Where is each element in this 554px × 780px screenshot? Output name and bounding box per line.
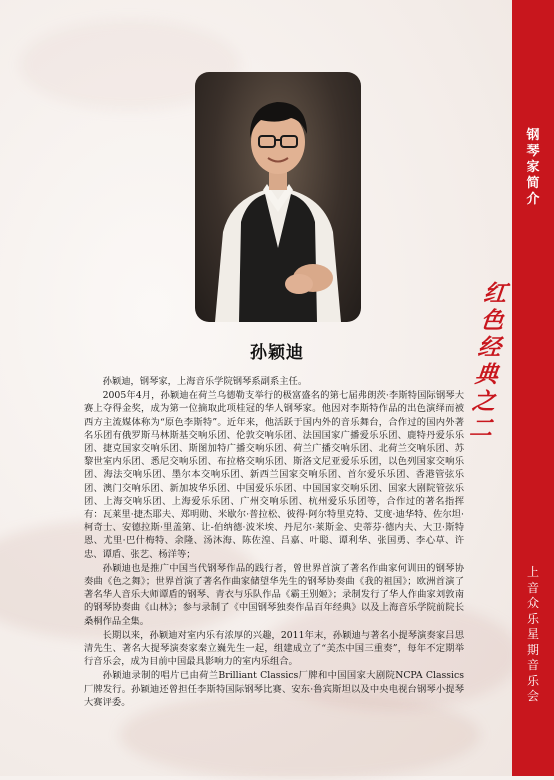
vertical-char: 简 [526, 176, 540, 191]
vertical-char: 介 [526, 192, 540, 207]
vertical-char: 典 [473, 361, 500, 388]
bio-paragraph: 孙颖迪也是推广中国当代钢琴作品的践行者，曾世界首演了著名作曲家何训田的钢琴协奏曲《色之舞》；世界首演了著名作曲家储望华先生的钢琴协奏曲《我的祖国》；欧洲首演了著名华人音乐大师谭盾的钢琴、青衣与乐队作品《霸王别姬》；录制发行了华人作曲家刘敦南的钢琴协奏曲《山林》；参与录制了《中国钢琴独奏作品百年经典》以及上海音乐学院前院长桑桐作品全集。 [84, 562, 464, 627]
vertical-char: 钢 [526, 128, 540, 143]
bio-paragraph: 孙颖迪录制的唱片已由荷兰Brilliant Classics厂牌和中国国家大剧院NCPA Classics厂牌发行。孙颖迪还曾担任李斯特国际钢琴比赛、安东·鲁宾斯坦以及中央电视台钢琴小提琴大赛评委。 [84, 670, 464, 708]
biography-text [84, 375, 464, 710]
vertical-char: 乐 [526, 611, 539, 626]
vertical-char: 乐 [526, 673, 539, 688]
vertical-char: 之 [470, 388, 497, 415]
vertical-char: 众 [526, 596, 539, 610]
vertical-char: 音 [526, 580, 539, 595]
vertical-char: 音 [526, 658, 539, 672]
vertical-char: 二 [467, 415, 494, 442]
red-sidebar [512, 0, 554, 776]
vertical-char: 红 [482, 280, 509, 307]
pianist-photo [195, 72, 361, 322]
vertical-char: 经 [476, 334, 503, 361]
bio-paragraph: 孙颖迪，钢琴家，上海音乐学院钢琴系副系主任。 [102, 376, 308, 387]
pianist-name: 孙颖迪 [250, 343, 304, 363]
vertical-char: 会 [526, 689, 539, 703]
bio-paragraph: 长期以来，孙颖迪对室内乐有浓厚的兴趣，2011年末，孙颖迪与著名小提琴演奏家吕思清先生、著名大提琴演奏家秦立巍先生一起，组建成立了“美杰中国三重奏”，每年不定期举行音乐会，成为目前中国最具影响力的室内乐组合。 [84, 629, 464, 668]
vertical-char: 琴 [526, 144, 540, 159]
vertical-char: 期 [526, 642, 539, 657]
vertical-char: 家 [526, 160, 540, 175]
bio-paragraph: 2005年4月，孙颖迪在荷兰乌德勒支举行的极富盛名的第七届弗朗茨·李斯特国际钢琴大赛上夺得金奖，成为第一位摘取此项桂冠的华人钢琴家。他因对李斯特作品的出色演绎而被西方主流媒体称为“原色李斯特”。近年来，他活跃于国内外的音乐舞台，合作过的国内外著名乐团有俄罗斯马林斯基交响乐团、伦敦交响乐团、法国国家广播爱乐乐团、鹿特丹爱乐乐团、捷克国家交响乐团、斯图加特广播交响乐团、荷兰广播交响乐团、北荷兰交响乐团、苏黎世室内乐团、悉尼交响乐团、布拉格交响乐团、斯洛文尼亚爱乐乐团，以色列国家交响乐团、海法交响乐团、墨尔本交响乐团、新西兰国家交响乐团、首尔爱乐乐团、香港管弦乐团、澳门交响乐团、新加坡华乐团、中国爱乐乐团、中国国家交响乐团、国家大剧院管弦乐团、上海交响乐团、上海爱乐乐团、广州交响乐团、杭州爱乐乐团等，合作过的著名指挥有：瓦莱里·捷杰耶夫、郑明勋、米歇尔·普拉松、彼得·阿尔特里克特、艾度·迪华特、佐尔坦·柯奇士、安德拉斯·里盖第、让-伯纳德·波米埃、丹尼尔·莱斯金、史蒂芬·德内夫、大卫·斯特恩、尤里·巴什梅特、余隆、汤沐海、陈佐湟、吕嘉、叶聪、谭利华、张国勇、李心草、许忠、谭盾、张艺、杨洋等； [84, 390, 464, 560]
concert-series-vertical [512, 565, 554, 705]
pianist-portrait-illustration [195, 72, 361, 322]
section-title-vertical [512, 128, 554, 208]
vertical-char: 上 [526, 565, 539, 579]
vertical-char: 星 [526, 627, 539, 641]
vertical-char: 色 [479, 307, 506, 334]
